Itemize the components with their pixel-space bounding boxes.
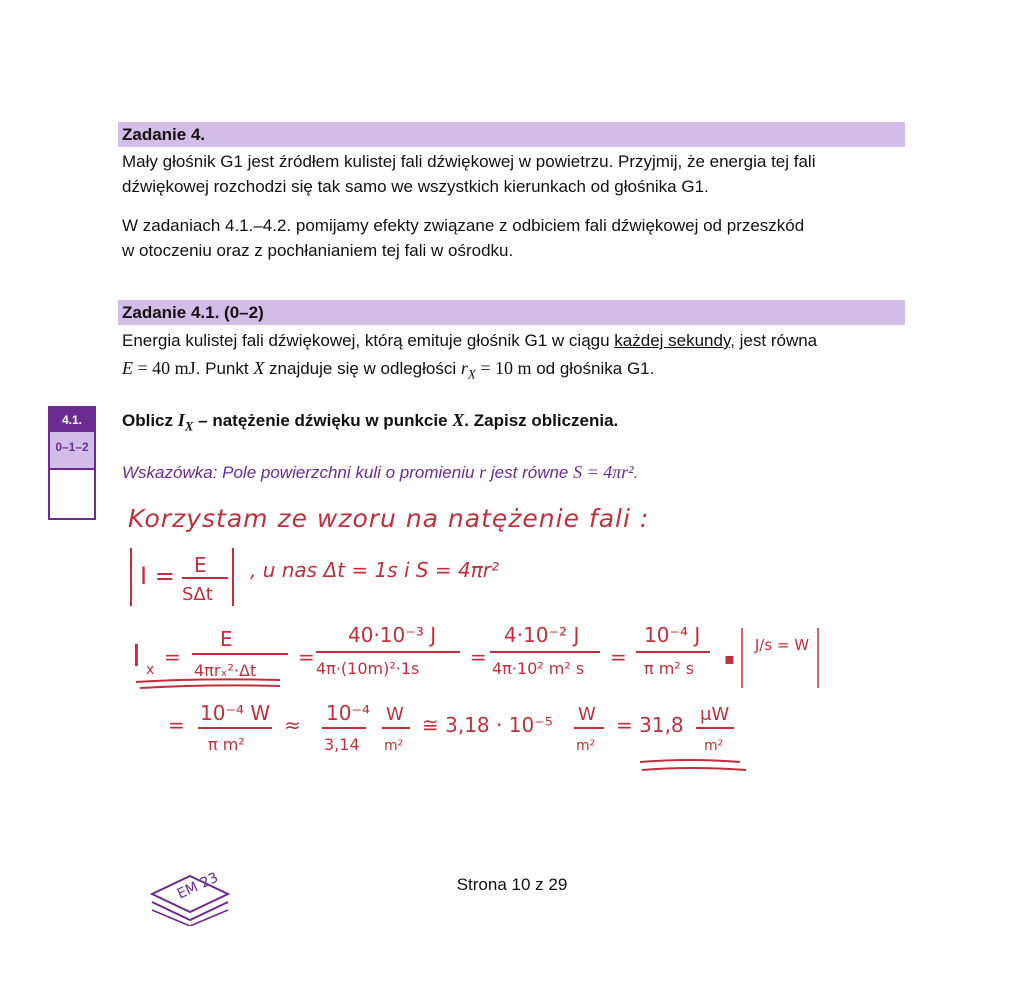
svg-text:▪: ▪ [724,649,735,668]
hint: Wskazówka: Pole powierzchni kuli o promieniu r jest równe S = 4πr². [122,462,639,482]
subtask-line-1: Energia kulistej fali dźwiękowej, którą emituje głośnik G1 w ciągu każdej sekundy, jest równa [122,331,818,350]
svg-text:=: = [470,645,487,669]
unit-check: J/s = W [754,636,810,654]
task-intro-line-1: Mały głośnik G1 jest źródłem kulistej fali dźwiękowej w powietrzu. Przyjmij, że energia tej fali [122,152,816,171]
svg-text:10⁻⁴ J: 10⁻⁴ J [644,623,701,647]
score-box [48,406,96,520]
svg-text:=: = [298,645,315,669]
handwritten-intro: Korzystam ze wzoru na natężenie fali : [128,504,650,533]
svg-text:E: E [194,553,207,577]
svg-text:x: x [146,662,155,678]
subtask-header: Zadanie 4.1. (0–2) [118,300,905,325]
task-intro-line-2: dźwiękowej rozchodzi się tak samo we wszystkich kierunkach od głośnika G1. [122,177,709,196]
svg-text:SΔt: SΔt [182,584,213,605]
svg-text:≈: ≈ [284,713,301,737]
task-note-line-1: W zadaniach 4.1.–4.2. pomijamy efekty związane z odbiciem fali dźwiękowej od przeszkód [122,216,805,235]
svg-text:=: = [164,645,181,669]
task-note [122,213,907,263]
svg-text:m²: m² [704,738,724,754]
svg-text:m²: m² [384,738,404,754]
svg-text:μW: μW [700,704,730,725]
score-range: 0–1–2 [50,432,94,470]
underlined-phrase: każdej sekundy [614,331,731,350]
svg-text:10⁻⁴ W: 10⁻⁴ W [200,701,271,725]
score-number: 4.1. [50,408,94,432]
page-number: Strona 10 z 29 [456,875,568,894]
svg-text:40·10⁻³ J: 40·10⁻³ J [348,623,437,647]
svg-text:W: W [578,704,596,725]
svg-text:= 31,8: = 31,8 [616,713,684,737]
svg-text:4π·10² m² s: 4π·10² m² s [492,659,585,678]
svg-text:=: = [168,713,185,737]
svg-text:4π·(10m)²·1s: 4π·(10m)²·1s [316,659,420,678]
svg-text:I =: I = [140,562,175,590]
svg-text:π m²: π m² [208,735,245,754]
svg-text:3,14: 3,14 [324,735,360,754]
svg-text:W: W [386,704,404,725]
boxed-formula [130,548,234,606]
svg-text:I: I [132,639,141,674]
svg-text:E: E [220,627,233,651]
svg-text:π m² s: π m² s [644,659,695,678]
boxed-formula-graphic [132,548,232,606]
calc-line-1-graphic [130,618,830,698]
svg-text:=: = [610,645,627,669]
calc-line-2-graphic [160,700,760,780]
handwritten-given: , u nas Δt = 1s i S = 4πr² [250,558,500,582]
question: Oblicz $I_X$ – natężenie dźwięku w punkcie X. Zapisz obliczenia. [122,410,619,434]
svg-text:≅ 3,18 · 10⁻⁵: ≅ 3,18 · 10⁻⁵ [422,713,553,737]
subtask-line-2: E = 40 mJ. Punkt X znajduje się w odległości $r_X = 10$ m od głośnika G1. [122,358,655,382]
svg-text:m²: m² [576,738,596,754]
svg-text:10⁻⁴: 10⁻⁴ [326,701,371,725]
svg-text:4·10⁻² J: 4·10⁻² J [504,623,580,647]
subtask-text [122,328,907,386]
svg-text:4πrₓ²·Δt: 4πrₓ²·Δt [194,661,257,680]
logo-text: EM 23 [174,869,221,903]
task-intro [122,149,907,199]
task-note-line-2: w otoczeniu oraz z pochłanianiem tej fali w ośrodku. [122,241,514,260]
task-header: Zadanie 4. [118,122,905,147]
